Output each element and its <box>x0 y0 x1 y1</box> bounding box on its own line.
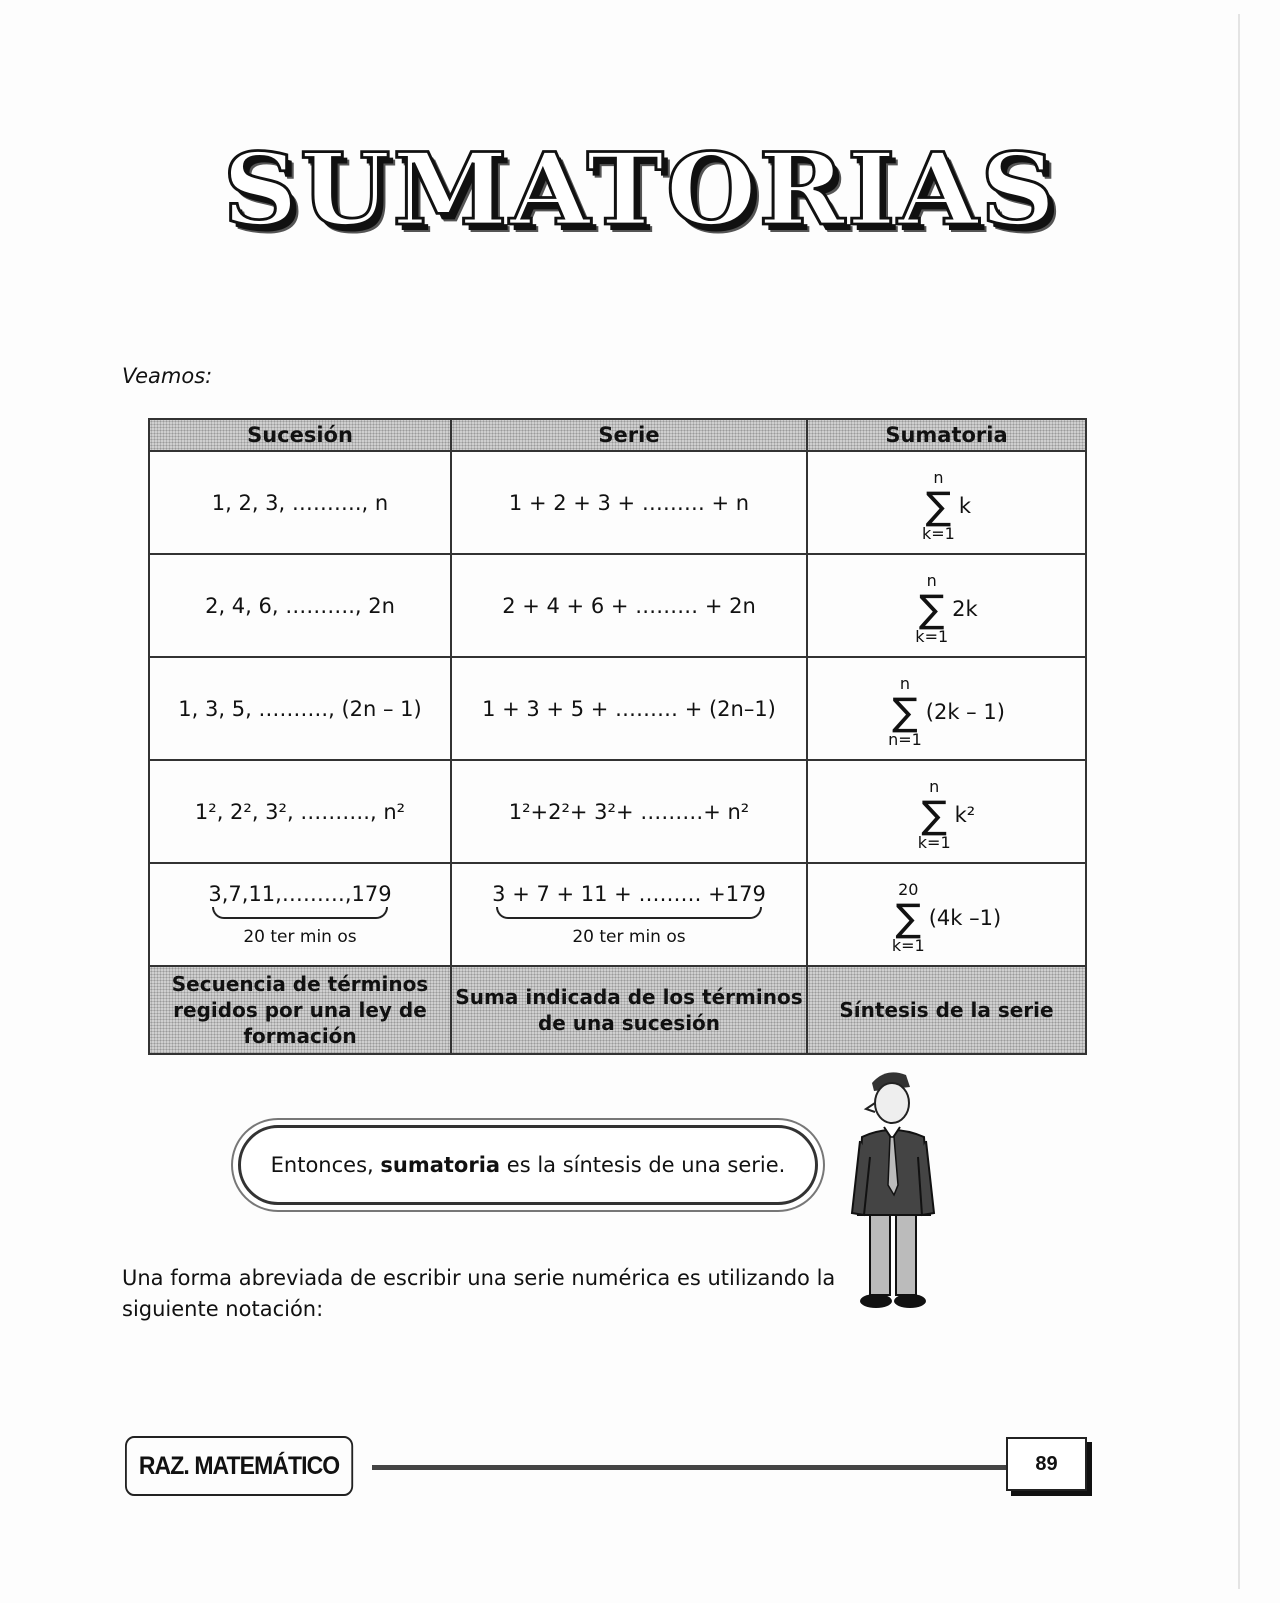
serie-value: 3 + 7 + 11 + ……… +179 <box>492 882 766 906</box>
sum-lower-limit: k=1 <box>917 832 951 852</box>
page-title: SUMATORIAS <box>222 131 1058 248</box>
sumatoria-cell <box>807 451 1086 554</box>
footer-label: RAZ. MATEMÁTICO <box>125 1436 353 1496</box>
sum-upper-limit: n <box>899 673 910 693</box>
footer-divider <box>372 1465 1008 1470</box>
sum-term: k² <box>954 802 976 827</box>
term-count-label: 20 ter min os <box>243 927 357 947</box>
sucesion-cell: 1, 3, 5, ………., (2n – 1) <box>149 657 451 760</box>
table-row <box>149 451 1086 554</box>
table-row <box>149 863 1086 966</box>
footer-sucesion: Secuencia de términos regidos por una ley de formación <box>149 966 451 1054</box>
body-paragraph: Una forma abreviada de escribir una serie numérica es utilizando la siguiente notación: <box>122 1266 836 1321</box>
sumatoria-cell <box>807 760 1086 863</box>
sucesion-cell <box>149 863 451 966</box>
underbrace-icon <box>212 907 387 919</box>
underbrace-icon <box>496 907 762 919</box>
term-count-label: 20 ter min os <box>572 927 686 947</box>
sum-term: (2k – 1) <box>925 699 1005 724</box>
callout-cloud <box>238 1125 818 1205</box>
footer-serie: Suma indicada de los términos de una sucesión <box>451 966 807 1054</box>
callout-after: es la síntesis de una serie. <box>506 1153 786 1177</box>
sucesion-cell: 1², 2², 3², ………., n² <box>149 760 451 863</box>
sucesion-cell: 1, 2, 3, ………., n <box>149 451 451 554</box>
page-number: 89 <box>1006 1437 1087 1491</box>
header-sucesion: Sucesión <box>149 419 451 451</box>
sum-upper-limit: 20 <box>898 879 919 899</box>
sum-upper-limit: n <box>929 776 940 796</box>
sucesion-value: 3,7,11,………,179 <box>208 882 392 906</box>
summary-table <box>148 418 1087 1055</box>
sum-lower-limit: n=1 <box>888 729 922 749</box>
serie-cell: 1 + 2 + 3 + ……… + n <box>451 451 807 554</box>
table-row <box>149 657 1086 760</box>
sigma-icon: ∑ <box>918 586 945 631</box>
table-footer-row <box>149 966 1086 1054</box>
sum-lower-limit: k=1 <box>915 626 949 646</box>
sigma-icon: ∑ <box>895 895 922 940</box>
table-row <box>149 760 1086 863</box>
sum-term: (4k –1) <box>928 905 1002 930</box>
sucesion-cell: 2, 4, 6, ………., 2n <box>149 554 451 657</box>
header-sumatoria: Sumatoria <box>807 419 1086 451</box>
sigma-icon: ∑ <box>921 792 947 837</box>
sum-lower-limit: k=1 <box>891 935 925 955</box>
table-header-row <box>149 419 1086 451</box>
sum-upper-limit: n <box>926 570 937 590</box>
page-edge <box>1238 14 1240 1589</box>
sigma-icon: ∑ <box>892 689 918 734</box>
callout-bold: sumatoria <box>380 1153 501 1177</box>
sum-upper-limit: n <box>933 467 944 487</box>
callout-before: Entonces, <box>270 1153 374 1177</box>
sumatoria-cell <box>807 554 1086 657</box>
sumatoria-cell <box>807 863 1086 966</box>
sum-lower-limit: k=1 <box>921 523 955 543</box>
header-serie: Serie <box>451 419 807 451</box>
serie-cell: 1 + 3 + 5 + ……… + (2n–1) <box>451 657 807 760</box>
sigma-icon: ∑ <box>925 483 952 528</box>
serie-cell: 1²+2²+ 3²+ ………+ n² <box>451 760 807 863</box>
sumatoria-cell <box>807 657 1086 760</box>
sum-term: 2k <box>952 596 978 621</box>
intro-text: Veamos: <box>122 364 213 388</box>
serie-cell <box>451 863 807 966</box>
serie-cell: 2 + 4 + 6 + ……… + 2n <box>451 554 807 657</box>
table-row <box>149 554 1086 657</box>
professor-illustration <box>844 1065 944 1315</box>
footer-sumatoria: Síntesis de la serie <box>807 966 1086 1054</box>
sum-term: k <box>958 493 972 518</box>
